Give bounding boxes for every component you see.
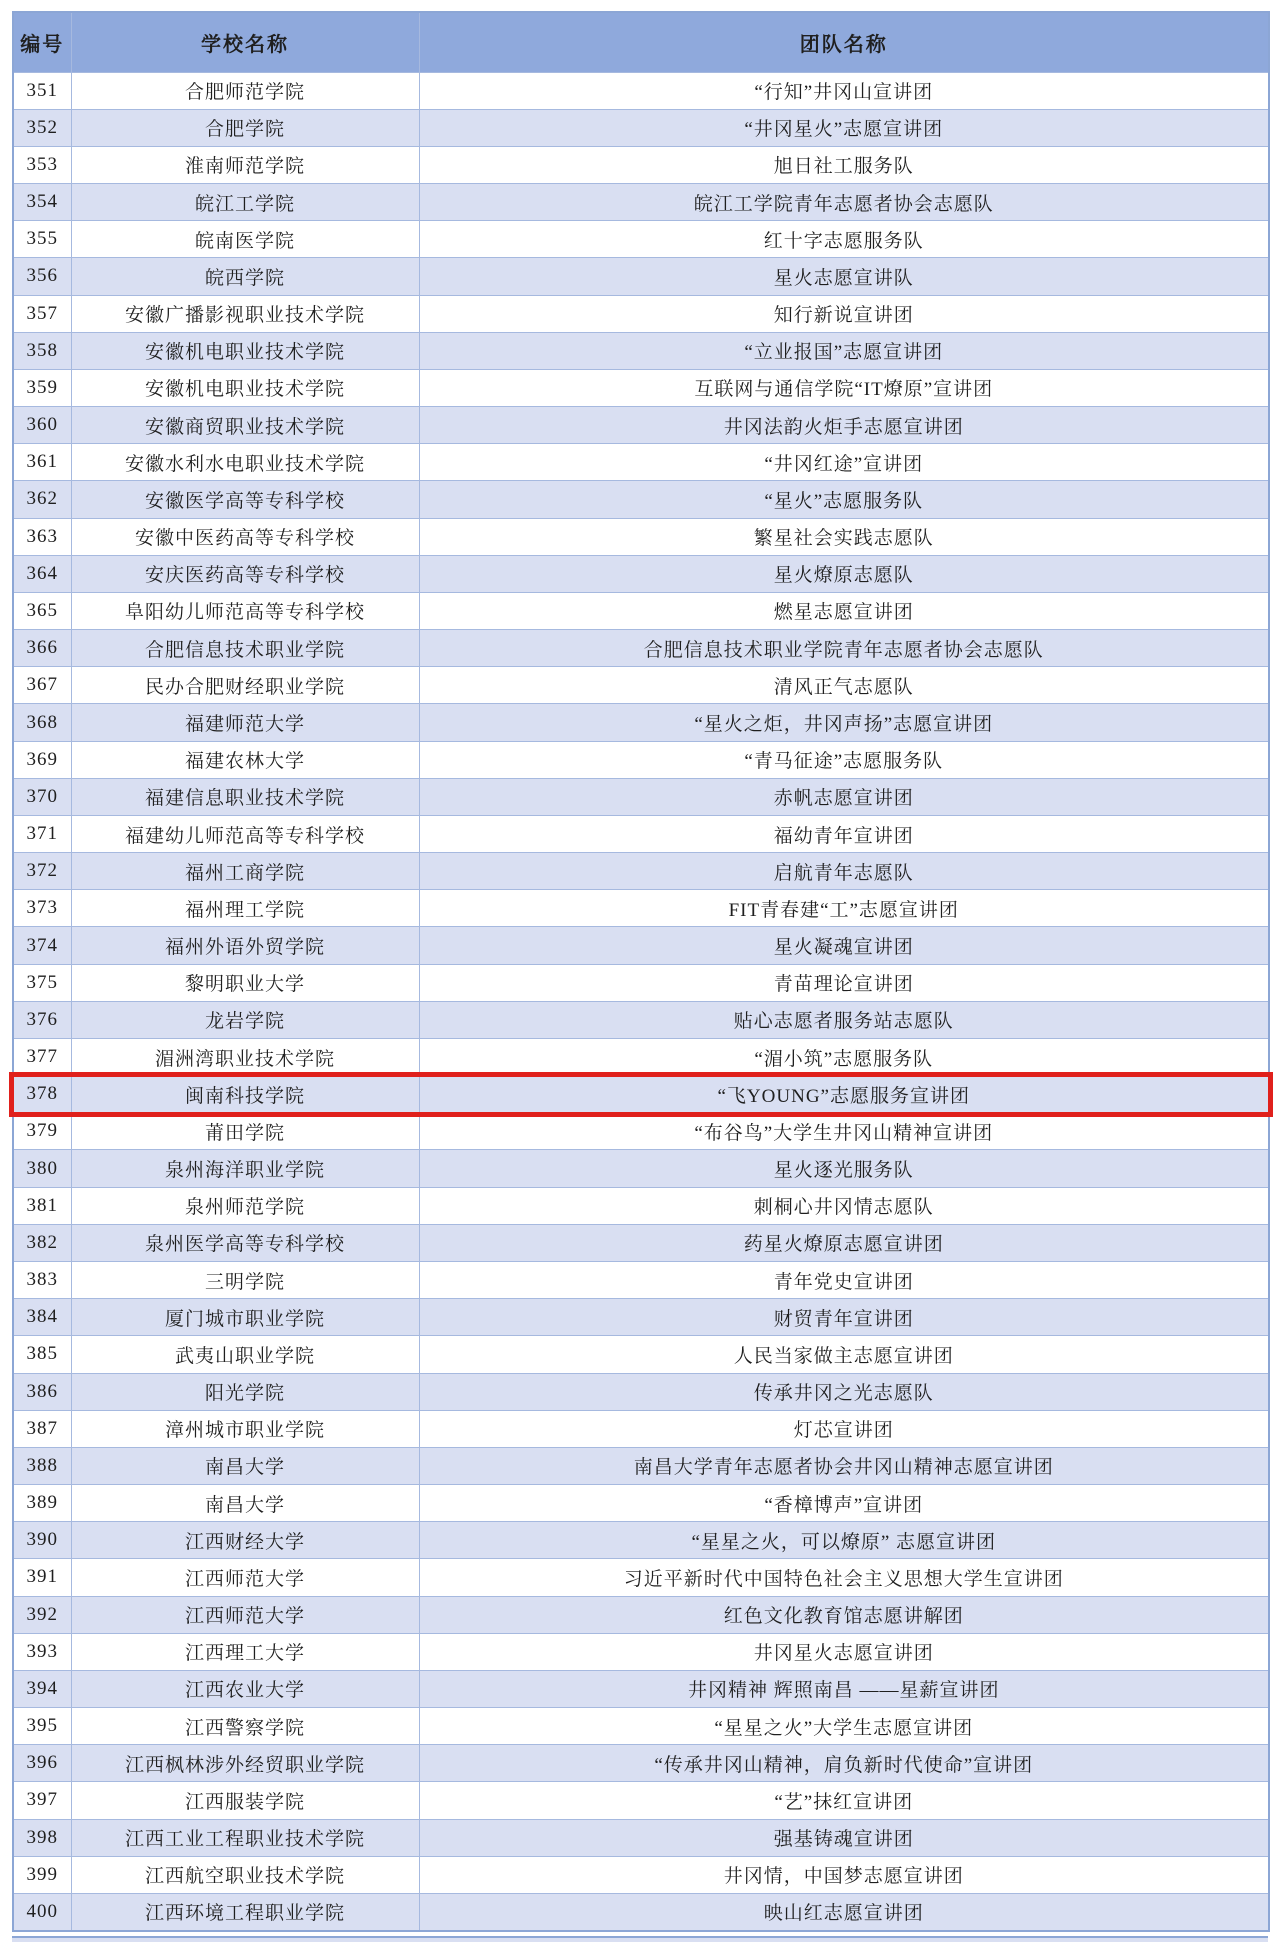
- cell-team: 皖江工学院青年志愿者协会志愿队: [419, 184, 1269, 221]
- table-row: [13, 1150, 1269, 1187]
- cell-team: “井冈星火”志愿宣讲团: [419, 109, 1269, 146]
- cut-off-next-row: [12, 1936, 1268, 1942]
- cell-id: 382: [13, 1224, 71, 1261]
- cell-school: 安庆医药高等专科学校: [71, 555, 419, 592]
- cell-id: 354: [13, 184, 71, 221]
- cell-team: 刺桐心井冈情志愿队: [419, 1187, 1269, 1224]
- table-row: [13, 146, 1269, 183]
- cell-team: 启航青年志愿队: [419, 853, 1269, 890]
- cell-team: “星星之火，可以燎原” 志愿宣讲团: [419, 1522, 1269, 1559]
- cell-school: 淮南师范学院: [71, 146, 419, 183]
- cell-school: 福建师范大学: [71, 704, 419, 741]
- table-row: [13, 1113, 1269, 1150]
- table-row: [13, 258, 1269, 295]
- cell-school: 福建幼儿师范高等专科学校: [71, 815, 419, 852]
- cell-id: 386: [13, 1373, 71, 1410]
- cell-id: 368: [13, 704, 71, 741]
- table-row: [13, 964, 1269, 1001]
- cell-id: 381: [13, 1187, 71, 1224]
- table-row: [13, 184, 1269, 221]
- cell-team: 红十字志愿服务队: [419, 221, 1269, 258]
- table-row: [13, 1336, 1269, 1373]
- cell-school: 江西环境工程职业学院: [71, 1893, 419, 1930]
- table-header: [13, 12, 1269, 72]
- cell-school: 合肥师范学院: [71, 72, 419, 109]
- school-team-table-wrap: [12, 11, 1268, 1932]
- cell-id: 363: [13, 518, 71, 555]
- cell-team: 财贸青年宣讲团: [419, 1299, 1269, 1336]
- cell-school: 安徽中医药高等专科学校: [71, 518, 419, 555]
- cell-school: 泉州师范学院: [71, 1187, 419, 1224]
- header-row: [13, 12, 1269, 72]
- table-row: [13, 369, 1269, 406]
- table-row: [13, 815, 1269, 852]
- cell-id: 387: [13, 1410, 71, 1447]
- cell-id: 391: [13, 1559, 71, 1596]
- cell-school: 闽南科技学院: [71, 1076, 419, 1113]
- header-cell-school: 学校名称: [71, 12, 419, 72]
- table-row: [13, 332, 1269, 369]
- cell-team: “飞YOUNG”志愿服务宣讲团: [419, 1076, 1269, 1113]
- table-row: [13, 890, 1269, 927]
- cell-id: 360: [13, 407, 71, 444]
- cell-id: 351: [13, 72, 71, 109]
- header-cell-id: 编号: [13, 12, 71, 72]
- table-row: [13, 295, 1269, 332]
- cell-id: 358: [13, 332, 71, 369]
- cell-team: 井冈精神 辉照南昌 ——星薪宣讲团: [419, 1670, 1269, 1707]
- table-row: [13, 741, 1269, 778]
- cell-id: 352: [13, 109, 71, 146]
- cell-team: 井冈情，中国梦志愿宣讲团: [419, 1856, 1269, 1893]
- cell-school: 泉州医学高等专科学校: [71, 1224, 419, 1261]
- cell-id: 395: [13, 1708, 71, 1745]
- cell-id: 388: [13, 1447, 71, 1484]
- cell-id: 393: [13, 1633, 71, 1670]
- cell-team: “青马征途”志愿服务队: [419, 741, 1269, 778]
- cell-team: 习近平新时代中国特色社会主义思想大学生宣讲团: [419, 1559, 1269, 1596]
- cell-school: 泉州海洋职业学院: [71, 1150, 419, 1187]
- cell-team: 传承井冈之光志愿队: [419, 1373, 1269, 1410]
- table-row: [13, 221, 1269, 258]
- table-row: [13, 1782, 1269, 1819]
- cell-school: 江西师范大学: [71, 1559, 419, 1596]
- cell-id: 389: [13, 1485, 71, 1522]
- table-row: [13, 592, 1269, 629]
- cell-school: 合肥信息技术职业学院: [71, 630, 419, 667]
- cell-school: 漳州城市职业学院: [71, 1410, 419, 1447]
- cell-team: 药星火燎原志愿宣讲团: [419, 1224, 1269, 1261]
- table-row: [13, 72, 1269, 109]
- cell-team: 人民当家做主志愿宣讲团: [419, 1336, 1269, 1373]
- cell-school: 江西财经大学: [71, 1522, 419, 1559]
- table-row: [13, 927, 1269, 964]
- table-row: [13, 1819, 1269, 1856]
- cell-id: 365: [13, 592, 71, 629]
- cell-team: 星火凝魂宣讲团: [419, 927, 1269, 964]
- cell-team: 合肥信息技术职业学院青年志愿者协会志愿队: [419, 630, 1269, 667]
- cell-id: 397: [13, 1782, 71, 1819]
- cell-team: 青年党史宣讲团: [419, 1262, 1269, 1299]
- cell-id: 373: [13, 890, 71, 927]
- cell-school: 江西农业大学: [71, 1670, 419, 1707]
- table-row: [13, 1559, 1269, 1596]
- table-row: [13, 704, 1269, 741]
- cell-school: 江西航空职业技术学院: [71, 1856, 419, 1893]
- cell-id: 361: [13, 444, 71, 481]
- cell-school: 福州理工学院: [71, 890, 419, 927]
- cell-id: 383: [13, 1262, 71, 1299]
- cell-team: 灯芯宣讲团: [419, 1410, 1269, 1447]
- table-row: [13, 444, 1269, 481]
- cell-school: 莆田学院: [71, 1113, 419, 1150]
- cell-team: 井冈星火志愿宣讲团: [419, 1633, 1269, 1670]
- cell-school: 厦门城市职业学院: [71, 1299, 419, 1336]
- cell-team: “布谷鸟”大学生井冈山精神宣讲团: [419, 1113, 1269, 1150]
- table-row: [13, 1708, 1269, 1745]
- cell-id: 378: [13, 1076, 71, 1113]
- table-row: [13, 1187, 1269, 1224]
- cell-id: 359: [13, 369, 71, 406]
- cell-school: 安徽机电职业技术学院: [71, 332, 419, 369]
- table-row: [13, 1485, 1269, 1522]
- cell-id: 400: [13, 1893, 71, 1930]
- cell-id: 379: [13, 1113, 71, 1150]
- cell-id: 362: [13, 481, 71, 518]
- table-row: [13, 1633, 1269, 1670]
- table-row: [13, 778, 1269, 815]
- cell-id: 392: [13, 1596, 71, 1633]
- cell-id: 390: [13, 1522, 71, 1559]
- table-row: [13, 481, 1269, 518]
- cell-team: “湄小筑”志愿服务队: [419, 1038, 1269, 1075]
- table-row: [13, 1522, 1269, 1559]
- cell-team: 清风正气志愿队: [419, 667, 1269, 704]
- cell-team: 福幼青年宣讲团: [419, 815, 1269, 852]
- cell-id: 375: [13, 964, 71, 1001]
- cell-id: 369: [13, 741, 71, 778]
- cell-team: 繁星社会实践志愿队: [419, 518, 1269, 555]
- cell-team: “传承井冈山精神，肩负新时代使命”宣讲团: [419, 1745, 1269, 1782]
- table-row: [13, 518, 1269, 555]
- cell-id: 377: [13, 1038, 71, 1075]
- cell-team: 赤帆志愿宣讲团: [419, 778, 1269, 815]
- cell-team: “香樟博声”宣讲团: [419, 1485, 1269, 1522]
- cell-team: “星火”志愿服务队: [419, 481, 1269, 518]
- table-row: [13, 1745, 1269, 1782]
- table-row: [13, 1447, 1269, 1484]
- table-row: [13, 853, 1269, 890]
- cell-school: 阳光学院: [71, 1373, 419, 1410]
- cell-school: 福建农林大学: [71, 741, 419, 778]
- table-row: [13, 1299, 1269, 1336]
- cell-school: 福建信息职业技术学院: [71, 778, 419, 815]
- cell-school: 福州外语外贸学院: [71, 927, 419, 964]
- table-row: [13, 1893, 1269, 1930]
- cell-team: FIT青春建“工”志愿宣讲团: [419, 890, 1269, 927]
- cell-team: 强基铸魂宣讲团: [419, 1819, 1269, 1856]
- cell-team: 井冈法韵火炬手志愿宣讲团: [419, 407, 1269, 444]
- cell-team: 星火志愿宣讲队: [419, 258, 1269, 295]
- cell-school: 黎明职业大学: [71, 964, 419, 1001]
- cell-team: 互联网与通信学院“IT燎原”宣讲团: [419, 369, 1269, 406]
- table-row: [13, 1262, 1269, 1299]
- cell-id: 357: [13, 295, 71, 332]
- table-row-highlighted: [13, 1076, 1269, 1113]
- cell-school: 安徽广播影视职业技术学院: [71, 295, 419, 332]
- cell-team: “艺”抹红宣讲团: [419, 1782, 1269, 1819]
- cell-school: 江西理工大学: [71, 1633, 419, 1670]
- table-row: [13, 1224, 1269, 1261]
- cell-id: 380: [13, 1150, 71, 1187]
- cell-team: “井冈红途”宣讲团: [419, 444, 1269, 481]
- cell-school: 民办合肥财经职业学院: [71, 667, 419, 704]
- cell-id: 398: [13, 1819, 71, 1856]
- cell-team: “星星之火”大学生志愿宣讲团: [419, 1708, 1269, 1745]
- cell-school: 阜阳幼儿师范高等专科学校: [71, 592, 419, 629]
- cell-team: 青苗理论宣讲团: [419, 964, 1269, 1001]
- cell-team: “星火之炬，井冈声扬”志愿宣讲团: [419, 704, 1269, 741]
- cell-team: 星火逐光服务队: [419, 1150, 1269, 1187]
- cell-id: 356: [13, 258, 71, 295]
- cell-id: 372: [13, 853, 71, 890]
- cell-id: 367: [13, 667, 71, 704]
- cell-school: 皖西学院: [71, 258, 419, 295]
- table-row: [13, 1373, 1269, 1410]
- table-row: [13, 1670, 1269, 1707]
- cell-id: 364: [13, 555, 71, 592]
- cell-id: 399: [13, 1856, 71, 1893]
- table-row: [13, 555, 1269, 592]
- cell-id: 366: [13, 630, 71, 667]
- cell-school: 湄洲湾职业技术学院: [71, 1038, 419, 1075]
- table-row: [13, 1001, 1269, 1038]
- cell-team: 红色文化教育馆志愿讲解团: [419, 1596, 1269, 1633]
- cell-school: 合肥学院: [71, 109, 419, 146]
- cell-id: 353: [13, 146, 71, 183]
- cell-school: 皖南医学院: [71, 221, 419, 258]
- cell-team: 映山红志愿宣讲团: [419, 1893, 1269, 1930]
- school-team-table: [12, 11, 1270, 1932]
- table-row: [13, 1596, 1269, 1633]
- cell-school: 安徽商贸职业技术学院: [71, 407, 419, 444]
- cell-school: 南昌大学: [71, 1447, 419, 1484]
- table-body: [13, 72, 1269, 1931]
- table-row: [13, 667, 1269, 704]
- cell-team: 南昌大学青年志愿者协会井冈山精神志愿宣讲团: [419, 1447, 1269, 1484]
- cell-team: 星火燎原志愿队: [419, 555, 1269, 592]
- table-row: [13, 1038, 1269, 1075]
- cell-team: 旭日社工服务队: [419, 146, 1269, 183]
- cell-school: 龙岩学院: [71, 1001, 419, 1038]
- cell-school: 南昌大学: [71, 1485, 419, 1522]
- cell-school: 皖江工学院: [71, 184, 419, 221]
- table-row: [13, 1856, 1269, 1893]
- cell-school: 福州工商学院: [71, 853, 419, 890]
- table-row: [13, 407, 1269, 444]
- cell-school: 安徽医学高等专科学校: [71, 481, 419, 518]
- cell-id: 396: [13, 1745, 71, 1782]
- cell-team: 贴心志愿者服务站志愿队: [419, 1001, 1269, 1038]
- cell-id: 385: [13, 1336, 71, 1373]
- cell-team: “立业报国”志愿宣讲团: [419, 332, 1269, 369]
- table-row: [13, 109, 1269, 146]
- cell-school: 安徽水利水电职业技术学院: [71, 444, 419, 481]
- cell-id: 371: [13, 815, 71, 852]
- cell-id: 355: [13, 221, 71, 258]
- cell-school: 江西师范大学: [71, 1596, 419, 1633]
- table-row: [13, 630, 1269, 667]
- cell-team: “行知”井冈山宣讲团: [419, 72, 1269, 109]
- cell-school: 江西工业工程职业技术学院: [71, 1819, 419, 1856]
- cell-id: 384: [13, 1299, 71, 1336]
- cell-id: 374: [13, 927, 71, 964]
- cell-school: 江西服装学院: [71, 1782, 419, 1819]
- cell-school: 江西警察学院: [71, 1708, 419, 1745]
- cell-team: 燃星志愿宣讲团: [419, 592, 1269, 629]
- cell-school: 安徽机电职业技术学院: [71, 369, 419, 406]
- cell-school: 武夷山职业学院: [71, 1336, 419, 1373]
- cell-team: 知行新说宣讲团: [419, 295, 1269, 332]
- cell-id: 376: [13, 1001, 71, 1038]
- header-cell-team: 团队名称: [419, 12, 1269, 72]
- cell-school: 三明学院: [71, 1262, 419, 1299]
- cell-school: 江西枫林涉外经贸职业学院: [71, 1745, 419, 1782]
- cell-id: 370: [13, 778, 71, 815]
- table-row: [13, 1410, 1269, 1447]
- cell-id: 394: [13, 1670, 71, 1707]
